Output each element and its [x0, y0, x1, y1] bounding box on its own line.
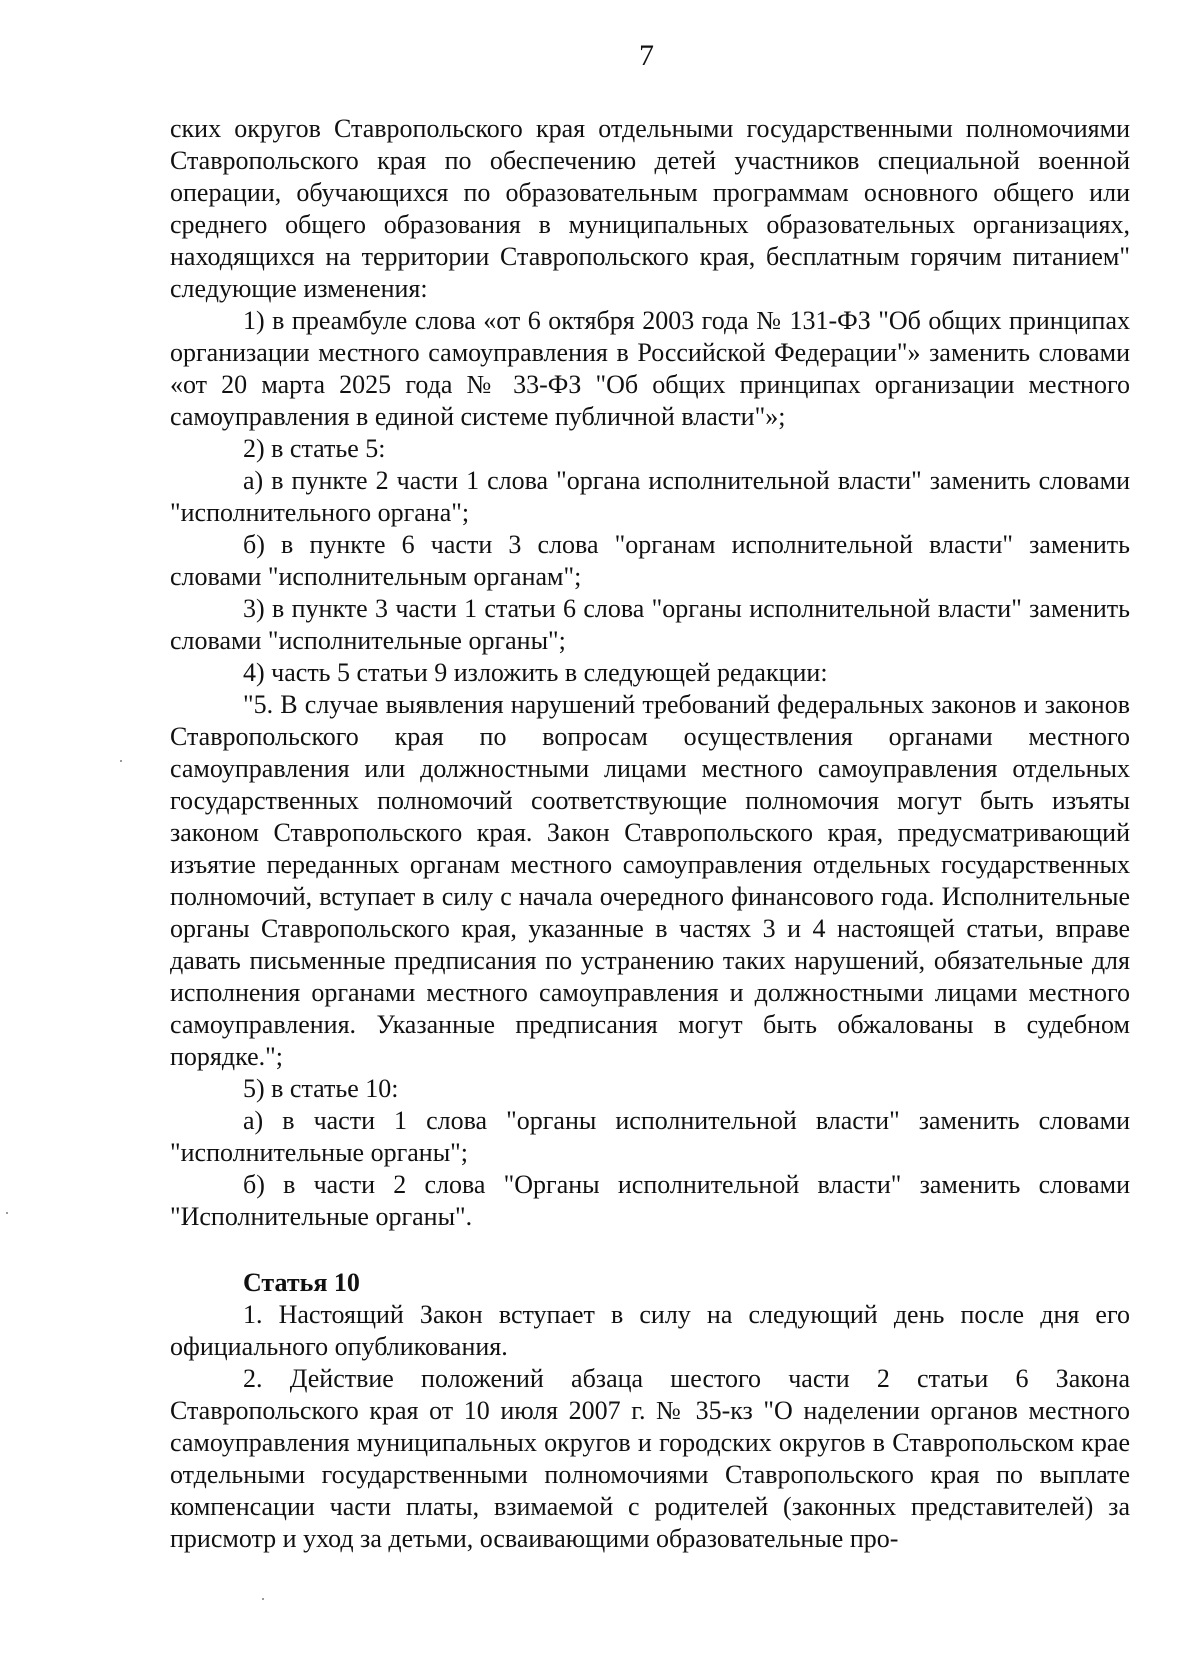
paragraph-item-3: 3) в пункте 3 части 1 статьи 6 слова "органы исполнительной власти" заменить словами "исполнительные органы"; [170, 594, 1130, 655]
paragraph-item-5b: б) в части 2 слова "Органы исполнительной власти" заменить словами "Исполнительные органы". [170, 1170, 1130, 1231]
page-number: 7 [639, 39, 654, 72]
document-body [170, 113, 1130, 1555]
article-paragraph-2: 2. Действие положений абзаца шестого части 2 статьи 6 Закона Ставропольского края от 10 июля 2007 г. № 35-кз "О наделении органов местного самоуправления муниципальных округов и городских округов в Ставропольском крае отдельными государственными полномочиями Ставропольского края по выплате компенсации части платы, взимаемой с родителей (законных представителей) за присмотр и уход за детьми, осваивающими образовательные про- [170, 1364, 1130, 1553]
paragraph-item-2: 2) в статье 5: [243, 434, 386, 463]
paragraph-item-5a: а) в части 1 слова "органы исполнительной власти" заменить словами "исполнительные органы"; [170, 1106, 1130, 1167]
paragraph-item-2a: а) в пункте 2 части 1 слова "органа исполнительной власти" заменить словами "исполнительного органа"; [170, 466, 1130, 527]
paragraph-item-1: 1) в преамбуле слова «от 6 октября 2003 года № 131-ФЗ "Об общих принципах организации местного самоуправления в Российской Федерации"» заменить словами «от 20 марта 2025 года № 33-ФЗ "Об общих принципах организации местного самоуправления в единой системе публичной власти"»; [170, 306, 1130, 431]
scan-speck [262, 1598, 264, 1600]
paragraph-item-5: 5) в статье 10: [243, 1074, 399, 1103]
paragraph-continuation: ских округов Ставропольского края отдельными государственными полномочиями Ставропольского края по обеспечению детей участников специальной военной операции, обучающихся по образовательным программам основного общего или среднего общего образования в муниципальных образовательных организациях, находящихся на территории Ставропольского края, бесплатным горячим питанием" следующие изменения: [170, 114, 1130, 303]
scan-speck [6, 1212, 8, 1214]
article-paragraph-1: 1. Настоящий Закон вступает в силу на следующий день после дня его официального опубликования. [170, 1300, 1130, 1361]
paragraph-item-4: 4) часть 5 статьи 9 изложить в следующей редакции: [243, 658, 828, 687]
article-heading: Статья 10 [243, 1268, 360, 1297]
paragraph-new-part-5: "5. В случае выявления нарушений требований федеральных законов и законов Ставропольского края по вопросам осуществления органами местного самоуправления или должностными лицами местного самоуправления отдельных государственных полномочий соответствующие полномочия могут быть изъяты законом Ставропольского края. Закон Ставропольского края, предусматривающий изъятие переданных органам местного самоуправления отдельных государственных полномочий, вступает в силу с начала очередного финансового года. Исполнительные органы Ставропольского края, указанные в частях 3 и 4 настоящей статьи, вправе давать письменные предписания по устранению таких нарушений, обязательные для исполнения органами местного самоуправления и должностными лицами местного самоуправления. Указанные предписания могут быть обжалованы в судебном порядке."; [170, 690, 1130, 1071]
scan-speck [120, 760, 122, 762]
paragraph-item-2b: б) в пункте 6 части 3 слова "органам исполнительной власти" заменить словами "исполнительным органам"; [170, 530, 1130, 591]
